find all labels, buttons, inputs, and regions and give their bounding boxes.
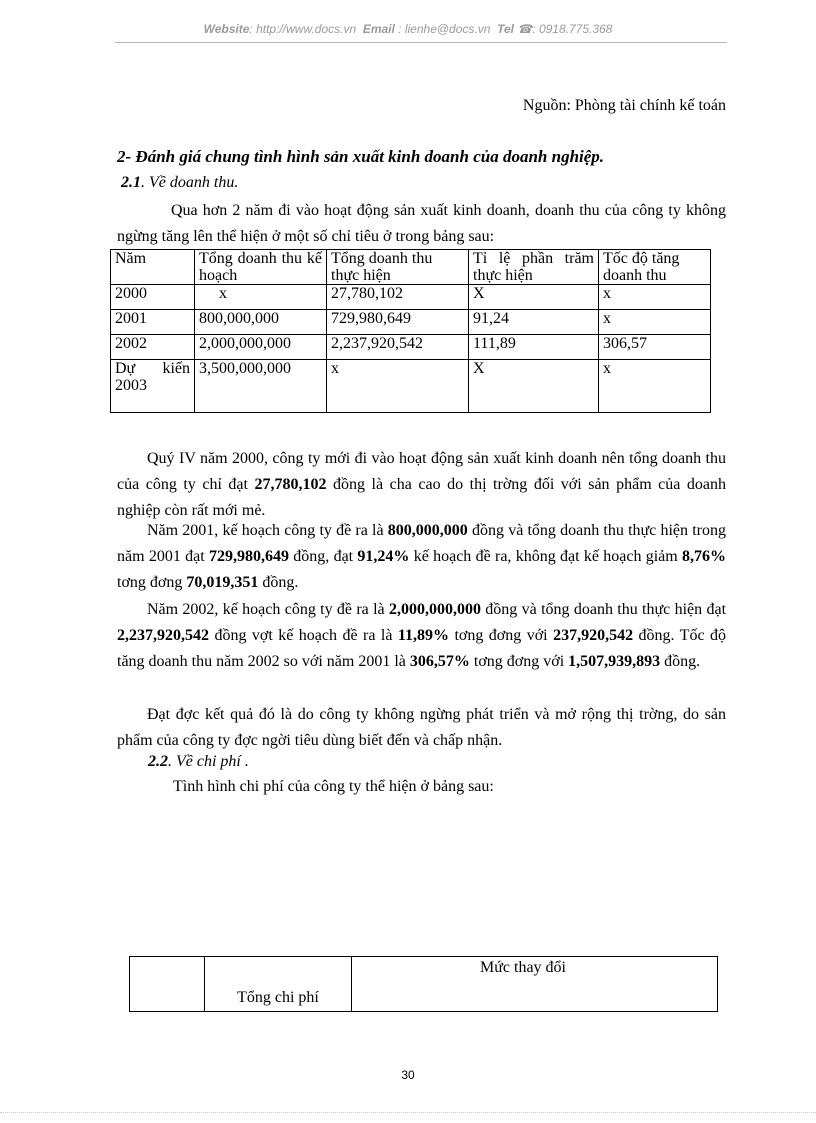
paragraph-text: Quý IV năm 2000, công ty mới đi vào hoạt động sản xuất kinh doanh nên tổng doanh thu của công ty chỉ đạt <box>117 450 726 493</box>
table-cell: 729,980,649 <box>327 310 469 335</box>
section-heading: 2- Đánh giá chung tình hình sản xuất kinh doanh của doanh nghiệp. <box>117 147 605 166</box>
cost-header-total: Tổng chi phí <box>237 989 319 1006</box>
bold-figure: 70,019,351 <box>186 574 259 591</box>
email-label: Email <box>362 22 395 36</box>
subsection-revenue-heading <box>121 174 238 192</box>
paragraph-text: đồng. Tốc độ tăng doanh thu năm 2002 so với năm 2001 là <box>117 627 726 670</box>
paragraph-text: đồng và tổng doanh thu thực hiện đạt <box>480 601 727 618</box>
subsection-title: . Về doanh thu. <box>141 174 239 191</box>
cost-header-change: Mức thay đổi <box>480 959 566 976</box>
bold-figure: 2,000,000,000 <box>388 601 481 618</box>
table-cell: x <box>599 310 711 335</box>
paragraph-text: Năm 2001, kế hoạch công ty đề ra là <box>147 522 388 539</box>
paragraph-q4-2000 <box>117 446 726 524</box>
table-cell: x <box>195 285 327 310</box>
table-header-cell: Năm <box>111 250 195 285</box>
bold-figure: 729,980,649 <box>208 548 289 565</box>
bold-figure: 8,76% <box>682 548 727 565</box>
bold-figure: 27,780,102 <box>254 476 327 493</box>
page-header <box>0 22 816 36</box>
table-cell: x <box>599 285 711 310</box>
table-header-cell: Tổng doanh thu thực hiện <box>327 250 469 285</box>
bold-figure: 800,000,000 <box>387 522 468 539</box>
paragraph-text: đồng là cha cao do thị trờng đối với sản phẩm của doanh nghiệp còn rất mới mẻ. <box>117 476 727 519</box>
table-header-cell <box>205 957 352 1012</box>
phone-icon: ☎ <box>517 22 533 36</box>
table-row <box>111 360 711 413</box>
bold-figure: 1,507,939,893 <box>568 653 661 670</box>
table-cell: 2001 <box>111 310 195 335</box>
table-cell: 2000 <box>111 285 195 310</box>
paragraph-2002 <box>117 597 726 675</box>
tel-label: Tel <box>497 22 514 36</box>
table-header-cell <box>352 957 718 1012</box>
table-cell: X <box>469 285 599 310</box>
bold-figure: 237,920,542 <box>553 627 634 644</box>
revenue-intro: Qua hơn 2 năm đi vào hoạt động sản xuất kinh doanh, doanh thu của công ty không ngừng tăng lên thể hiện ở một số chỉ tiêu ở trong bảng sau: <box>117 202 726 245</box>
table-header-cell: Tốc độ tăng doanh thu <box>599 250 711 285</box>
header-divider <box>115 42 727 43</box>
table-cell: x <box>327 360 469 413</box>
cost-table <box>129 956 718 1012</box>
table-cell: 306,57 <box>599 335 711 360</box>
table-header-row <box>130 957 718 1012</box>
paragraph-text: đồng vợt kế hoạch đề ra là <box>209 627 398 644</box>
subsection-number: 2.2 <box>148 753 168 770</box>
bold-figure: 91,24% <box>357 548 410 565</box>
page-number: 30 <box>401 1068 415 1082</box>
paragraph-text: tơng đơng <box>117 574 187 591</box>
table-cell: Dự kiến 2003 <box>111 360 195 413</box>
paragraph-text: tơng đơng với <box>449 627 554 644</box>
table-cell: 3,500,000,000 <box>195 360 327 413</box>
table-cell: 27,780,102 <box>327 285 469 310</box>
table-cell: 2,000,000,000 <box>195 335 327 360</box>
table-header-cell: Tổng doanh thu kế hoạch <box>195 250 327 285</box>
table-cell: x <box>599 360 711 413</box>
table-header-row <box>111 250 711 285</box>
paragraph-result: Đạt đợc kết quả đó là do công ty không ngừng phát triển và mở rộng thị trờng, do sản phẩm của công ty đợc ngời tiêu dùng biết đến và chấp nhận. <box>117 706 726 749</box>
paragraph-2001 <box>117 518 726 596</box>
subsection-title: . Về chi phí . <box>168 753 249 770</box>
email-value: : lienhe@docs.vn <box>398 22 491 36</box>
table-row <box>111 335 711 360</box>
footer-divider <box>0 1112 816 1113</box>
table-cell: 91,24 <box>469 310 599 335</box>
table-cell: 2002 <box>111 335 195 360</box>
paragraph-text: đồng và tổng doanh thu thực hiện trong năm 2001 đạt <box>117 522 726 565</box>
tel-value: : 0918.775.368 <box>532 22 613 36</box>
subsection-number: 2.1 <box>121 174 141 191</box>
bold-figure: 11,89% <box>397 627 449 644</box>
table-row <box>111 285 711 310</box>
website-label: Website <box>203 22 250 36</box>
source-note: Nguồn: Phòng tài chính kế toán <box>522 97 726 114</box>
subsection-cost-heading <box>148 753 249 771</box>
revenue-table <box>110 249 711 413</box>
paragraph-text: đồng. <box>258 574 299 591</box>
paragraph-text: tơng đơng với <box>469 653 569 670</box>
table-header-cell <box>130 957 205 1012</box>
website-value: : http://www.docs.vn <box>249 22 357 36</box>
paragraph-text: đồng. <box>660 653 701 670</box>
table-cell: 111,89 <box>469 335 599 360</box>
table-row <box>111 310 711 335</box>
paragraph-text: Năm 2002, kế hoạch công ty đề ra là <box>147 601 389 618</box>
bold-figure: 306,57% <box>409 653 470 670</box>
table-cell: 800,000,000 <box>195 310 327 335</box>
paragraph-text: kế hoạch đề ra, không đạt kế hoạch giảm <box>409 548 683 565</box>
table-header-cell: Tỉ lệ phần trăm thực hiện <box>469 250 599 285</box>
bold-figure: 2,237,920,542 <box>117 627 209 644</box>
table-cell: 2,237,920,542 <box>327 335 469 360</box>
cost-intro: Tình hình chi phí của công ty thể hiện ở bảng sau: <box>173 778 494 795</box>
paragraph-text: đồng, đạt <box>288 548 358 565</box>
table-cell: X <box>469 360 599 413</box>
